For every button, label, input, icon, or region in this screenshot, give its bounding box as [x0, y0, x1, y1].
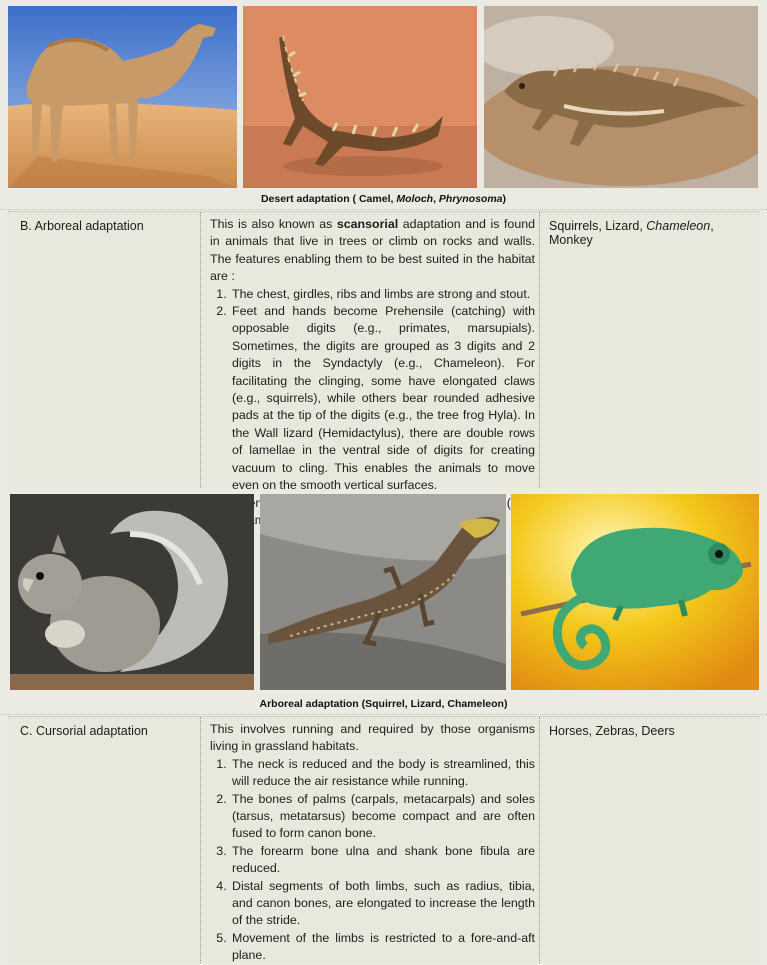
desert-caption-suffix: )	[502, 193, 507, 205]
squirrel-photo	[10, 494, 254, 690]
desert-caption-phrynosoma: Phrynosoma	[438, 193, 503, 205]
phrynosoma-photo	[484, 6, 758, 188]
desert-photo-strip	[0, 0, 767, 190]
list-item: 2. Feet and hands become Prehensile (catching) with opposable digits (e.g., primates, marsupials). Sometimes, the digits are grouped as 3 digits and 2 digits in the Syndactyly (e.g., Chameleon). For facilitating the clinging, some have elongated claws (e.g., squirrels), while others bear rounded adhesive pads at the tip of the digits (e.g., the tree frog Hyla). In the Wall lizard (Hemidactylus), there are double rows of lamellae in the ventral side of digits for creating vacuum to cling. This enables the animals to move even on the smooth vertical surfaces.	[230, 303, 535, 494]
cursorial-species: Horses, Zebras, Deers	[549, 724, 675, 738]
cursorial-intro: This involves running and required by those organisms living in grassland habitats.	[210, 722, 535, 754]
arboreal-intro-bold: scansorial	[336, 217, 399, 231]
arboreal-intro-end: adaptation and is found in animals that live in trees or climb on rocks and walls. The features enabling them to be best suited in the habitat are :	[210, 217, 535, 284]
arboreal-species-end: , Monkey	[549, 219, 714, 247]
list-item: 1. The neck is reduced and the body is streamlined, this will reduce the air resistance while running.	[230, 756, 535, 791]
lizard-photo	[260, 494, 506, 690]
arboreal-species-cell	[540, 212, 760, 488]
desert-caption-prefix: Desert adaptation ( Camel,	[260, 193, 397, 205]
arboreal-intro-start: This is also known as	[210, 217, 337, 231]
arboreal-title-cell	[8, 212, 201, 488]
separator	[0, 209, 767, 210]
cursorial-row	[8, 716, 760, 963]
desert-caption	[0, 193, 767, 205]
list-item: 1. The chest, girdles, ribs and limbs are strong and stout.	[230, 286, 535, 303]
cursorial-points	[201, 756, 539, 965]
list-item: 4. Distal segments of both limbs, such as radius, tibia, and canon bones, are elongated to increase the length of the stride.	[230, 878, 535, 930]
desert-caption-moloch: Moloch	[396, 193, 434, 205]
cursorial-title-cell	[8, 717, 201, 963]
arboreal-row	[8, 211, 760, 493]
arboreal-species-start: Squirrels, Lizard,	[549, 219, 647, 233]
chameleon-photo	[511, 494, 759, 690]
arboreal-description-cell	[201, 212, 540, 493]
arboreal-species-italic: Chameleon	[646, 219, 711, 233]
arboreal-photo-strip	[0, 494, 767, 692]
cursorial-species-cell	[540, 717, 760, 963]
arboreal-title: B. Arboreal adaptation	[20, 219, 144, 233]
separator	[0, 714, 767, 715]
arboreal-caption: Arboreal adaptation (Squirrel, Lizard, Chameleon)	[259, 698, 508, 710]
cursorial-description-cell	[201, 717, 540, 963]
list-item: 2. The bones of palms (carpals, metacarpals) and soles (tarsus, metatarsus) become compact and are often fused to form canon bone.	[230, 791, 535, 843]
arboreal-species	[540, 212, 760, 247]
list-item: 5. Movement of the limbs is restricted to a fore-and-aft plane.	[230, 930, 535, 965]
moloch-photo	[243, 6, 477, 188]
list-item: 3. The forearm bone ulna and shank bone fibula are reduced.	[230, 843, 535, 878]
arboreal-points	[201, 286, 539, 530]
desert-caption-sep: ,	[433, 193, 439, 205]
camel-photo	[8, 6, 237, 188]
cursorial-title: C. Cursorial adaptation	[20, 724, 148, 738]
arboreal-intro	[201, 212, 539, 286]
